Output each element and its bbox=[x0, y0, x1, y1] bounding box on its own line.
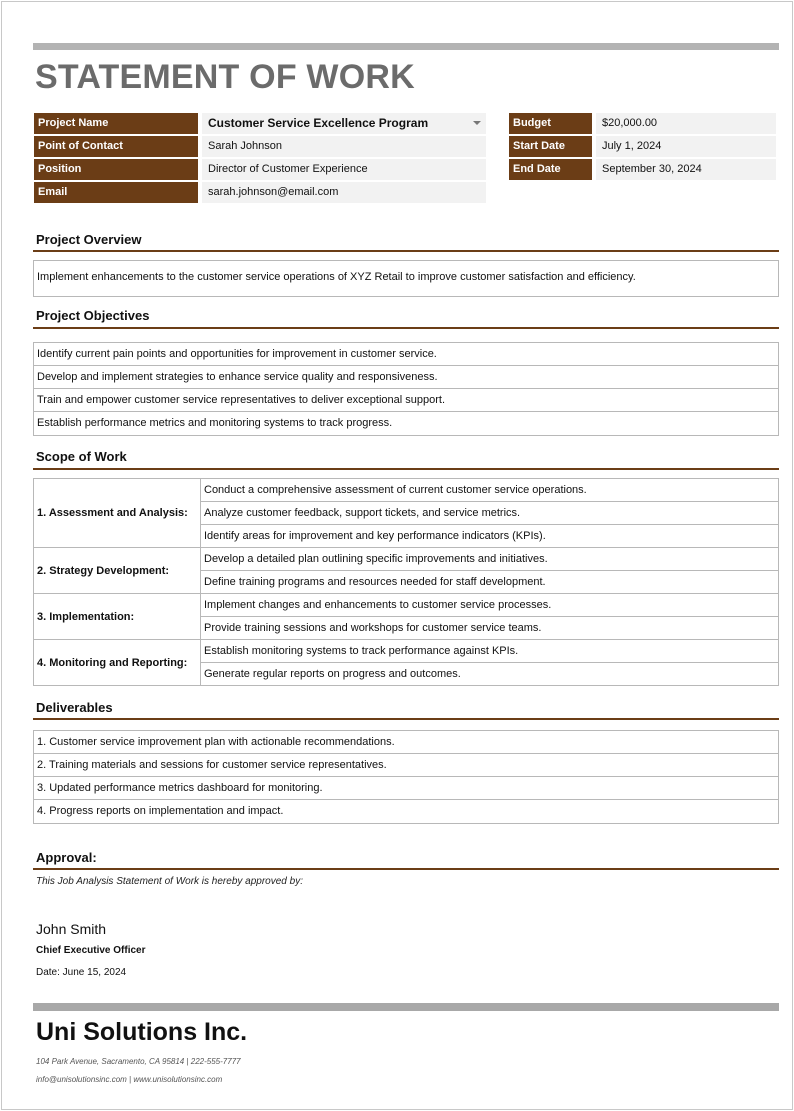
section-title-scope: Scope of Work bbox=[36, 449, 127, 464]
company-address: 104 Park Avenue, Sacramento, CA 95814 | 222-555-7777 bbox=[36, 1057, 241, 1066]
list-item: Establish performance metrics and monitoring systems to track progress. bbox=[37, 417, 393, 429]
list-item: 4. Progress reports on implementation and impact. bbox=[37, 805, 284, 817]
phase-label: 2. Strategy Development: bbox=[34, 548, 201, 594]
objectives-list bbox=[33, 342, 779, 436]
deliverables-list bbox=[33, 730, 779, 824]
table-row bbox=[34, 548, 779, 571]
document-title: STATEMENT OF WORK bbox=[35, 58, 415, 96]
section-title-deliverables: Deliverables bbox=[36, 700, 113, 715]
info-row-project-name bbox=[34, 113, 486, 134]
task-cell: Analyze customer feedback, support tickets, and service metrics. bbox=[201, 502, 779, 525]
section-title-objectives: Project Objectives bbox=[36, 308, 150, 323]
signer-title: Chief Executive Officer bbox=[36, 945, 146, 956]
phase-label: 4. Monitoring and Reporting: bbox=[34, 640, 201, 686]
document-page bbox=[1, 1, 793, 1110]
budget-value: $20,000.00 bbox=[596, 113, 776, 134]
company-name: Uni Solutions Inc. bbox=[36, 1018, 248, 1046]
point-of-contact-value: Sarah Johnson bbox=[202, 136, 486, 157]
list-item: 1. Customer service improvement plan with actionable recommendations. bbox=[34, 731, 778, 754]
approval-date: Date: June 15, 2024 bbox=[36, 967, 127, 978]
task-cell: Define training programs and resources needed for staff development. bbox=[201, 571, 779, 594]
project-name-select[interactable] bbox=[202, 113, 486, 134]
info-label: Position bbox=[34, 159, 198, 180]
info-row-email bbox=[34, 182, 486, 203]
section-title-overview: Project Overview bbox=[36, 232, 142, 247]
section-rule bbox=[33, 468, 779, 470]
section-rule bbox=[33, 327, 779, 329]
info-row-position bbox=[34, 159, 486, 180]
table-row bbox=[34, 479, 779, 502]
table-row bbox=[34, 640, 779, 663]
list-item: Develop and implement strategies to enhance service quality and responsiveness. bbox=[34, 366, 778, 389]
info-label: Budget bbox=[509, 113, 592, 134]
info-label: Email bbox=[34, 182, 198, 203]
list-item: 3. Updated performance metrics dashboard for monitoring. bbox=[34, 777, 778, 800]
signer-name: John Smith bbox=[36, 921, 107, 937]
phase-label: 1. Assessment and Analysis: bbox=[34, 479, 201, 548]
task-cell: Develop a detailed plan outlining specific improvements and initiatives. bbox=[201, 548, 779, 571]
section-rule bbox=[33, 868, 779, 870]
top-divider-bar bbox=[33, 43, 779, 50]
info-label: End Date bbox=[509, 159, 592, 180]
table-row bbox=[34, 594, 779, 617]
start-date-value: July 1, 2024 bbox=[596, 136, 776, 157]
section-title-approval: Approval: bbox=[36, 850, 97, 865]
info-label: Point of Contact bbox=[34, 136, 198, 157]
task-cell: Identify areas for improvement and key performance indicators (KPIs). bbox=[201, 525, 779, 548]
info-label: Project Name bbox=[34, 113, 198, 134]
task-cell: Generate regular reports on progress and outcomes. bbox=[201, 663, 779, 686]
info-row-budget bbox=[509, 113, 776, 134]
task-cell: Conduct a comprehensive assessment of current customer service operations. bbox=[201, 479, 779, 502]
company-contact: info@unisolutionsinc.com | www.unisolutionsinc.com bbox=[36, 1075, 223, 1084]
list-item: Train and empower customer service representatives to deliver exceptional support. bbox=[34, 389, 778, 412]
overview-box bbox=[33, 260, 779, 297]
info-row-start-date bbox=[509, 136, 776, 157]
list-item: 2. Training materials and sessions for customer service representatives. bbox=[34, 754, 778, 777]
section-rule bbox=[33, 250, 779, 252]
bottom-divider-bar bbox=[33, 1003, 779, 1011]
end-date-value: September 30, 2024 bbox=[596, 159, 776, 180]
position-value: Director of Customer Experience bbox=[202, 159, 486, 180]
overview-text: Implement enhancements to the customer service operations of XYZ Retail to improve customer satisfaction and efficiency. bbox=[37, 271, 636, 283]
project-name-value: Customer Service Excellence Program bbox=[208, 116, 429, 130]
phase-label: 3. Implementation: bbox=[34, 594, 201, 640]
info-label: Start Date bbox=[509, 136, 592, 157]
chevron-down-icon[interactable] bbox=[473, 121, 481, 125]
task-cell: Provide training sessions and workshops for customer service teams. bbox=[201, 617, 779, 640]
info-row-point-of-contact bbox=[34, 136, 486, 157]
email-value: sarah.johnson@email.com bbox=[202, 182, 486, 203]
section-rule bbox=[33, 718, 779, 720]
list-item: Identify current pain points and opportunities for improvement in customer service. bbox=[34, 343, 778, 366]
info-row-end-date bbox=[509, 159, 776, 180]
scope-table bbox=[33, 478, 779, 686]
approval-note: This Job Analysis Statement of Work is hereby approved by: bbox=[36, 876, 303, 887]
task-cell: Implement changes and enhancements to customer service processes. bbox=[201, 594, 779, 617]
task-cell: Establish monitoring systems to track performance against KPIs. bbox=[201, 640, 779, 663]
